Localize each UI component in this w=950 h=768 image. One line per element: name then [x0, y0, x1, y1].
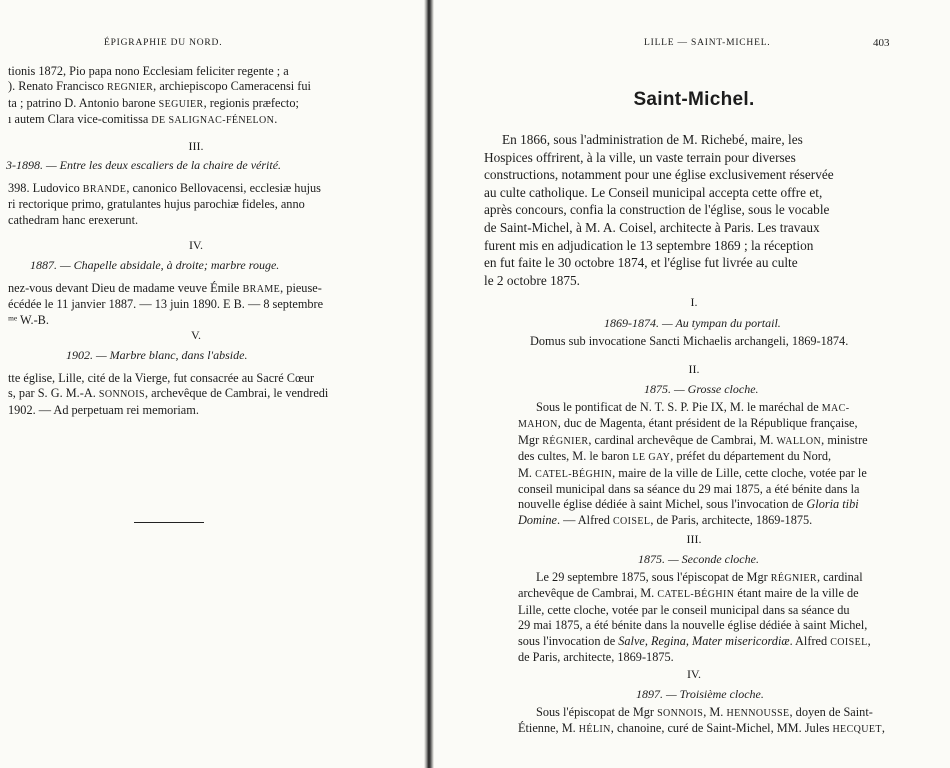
- section-body: [518, 705, 885, 738]
- section-numeral: I.: [690, 295, 698, 309]
- text-line: écédée le 11 janvier 1887. — 13 juin 1890. E B. — 8 septembre: [8, 297, 324, 312]
- text-line: MAHON, duc de Magenta, étant président de la République française,: [518, 416, 858, 431]
- text-line: Le 29 septembre 1875, sous l'épiscopat de Mgr RÉGNIER, cardinal: [536, 570, 863, 584]
- section-numeral: III.: [686, 532, 702, 546]
- left-page: [0, 0, 422, 768]
- text-line: ᵐᵉ W.-B.: [8, 312, 49, 327]
- text-line: ri rectorique primo, gratulantes hujus parochiæ fideles, anno: [8, 197, 305, 212]
- text-line: tte église, Lille, cité de la Vierge, fut consacrée au Sacré Cœur: [8, 371, 315, 385]
- right-page: [438, 0, 950, 768]
- text-line: cathedram hanc erexerunt.: [8, 212, 139, 227]
- text-line: ı autem Clara vice-comitissa DE SALIGNAC-FÉNELON.: [8, 112, 278, 127]
- section-numeral: V.: [190, 328, 202, 342]
- section-heading: 1902. — Marbre blanc, dans l'abside.: [66, 348, 248, 362]
- right-running-head: LILLE — SAINT-MICHEL.: [644, 38, 771, 48]
- text-line: En 1866, sous l'administration de M. Richebé, maire, les: [502, 132, 803, 147]
- text-line: Mgr RÉGNIER, cardinal archevêque de Cambrai, M. WALLON, ministre: [518, 432, 868, 447]
- text-line: 29 mai 1875, a été bénite dans la nouvelle église dédiée à saint Michel,: [518, 618, 868, 633]
- text-line: nouvelle église dédiée à saint Michel, sous l'invocation de Gloria tibi: [518, 497, 859, 512]
- text-line: en fut faite le 30 octobre 1874, et l'église fut livrée au culte: [484, 255, 798, 271]
- book-gutter: [424, 0, 434, 768]
- text-line: après concours, confia la construction de l'église, sous le vocable: [484, 202, 830, 218]
- text-line: ta ; patrino D. Antonio barone SEGUIER, regionis præfecto;: [8, 95, 299, 110]
- text-line: nez-vous devant Dieu de madame veuve Émile BRAME, pieuse-: [8, 281, 322, 295]
- text-line: furent mis en adjudication le 13 septembre 1869 ; la réception: [484, 237, 814, 253]
- section-heading: 1875. — Grosse cloche.: [644, 382, 759, 396]
- text-line: Domus sub invocatione Sancti Michaelis archangeli, 1869-1874.: [530, 334, 849, 348]
- text-line: conseil municipal dans sa séance du 29 mai 1875, a été bénite dans la: [518, 482, 860, 497]
- text-line: Lille, cette cloche, votée par le conseil municipal dans sa séance du: [518, 602, 850, 617]
- text-line: Sous le pontificat de N. T. S. P. Pie IX, M. le maréchal de MAC-: [536, 400, 850, 414]
- text-line: le 2 octobre 1875.: [484, 272, 581, 288]
- intro-paragraph: [484, 131, 834, 289]
- text-line: Domine. — Alfred COISEL, de Paris, architecte, 1869-1875.: [518, 512, 813, 527]
- text-line: de Paris, architecte, 1869-1875.: [518, 650, 674, 665]
- section-numeral: IV.: [188, 238, 204, 252]
- section-body: [518, 570, 871, 665]
- page-number: 403: [873, 37, 890, 49]
- section-heading: 1897. — Troisième cloche.: [636, 687, 764, 701]
- text-line: sous l'invocation de Salve, Regina, Mater misericordiæ. Alfred COISEL,: [518, 633, 871, 648]
- text-line: M. CATEL-BÉGHIN, maire de la ville de Lille, cette cloche, votée par le: [518, 465, 867, 480]
- section-heading: 1875. — Seconde cloche.: [638, 552, 759, 566]
- section-body: [518, 400, 868, 529]
- left-running-head: ÉPIGRAPHIE DU NORD.: [104, 38, 223, 48]
- section-heading: 3-1898. — Entre les deux escaliers de la chaire de vérité.: [6, 158, 282, 172]
- text-line: des cultes, M. le baron LE GAY, préfet du département du Nord,: [518, 449, 832, 464]
- text-line: de Saint-Michel, à M. A. Coisel, architecte à Paris. Les travaux: [484, 219, 820, 235]
- text-line: tionis 1872, Pio papa nono Ecclesiam feliciter regente ; a: [8, 64, 289, 78]
- text-line: 1902. — Ad perpetuam rei memoriam.: [8, 402, 199, 417]
- page-title: Saint-Michel.: [633, 89, 755, 110]
- text-line: Sous l'épiscopat de Mgr SONNOIS, M. HENNOUSSE, doyen de Saint-: [536, 705, 873, 719]
- text-line: Étienne, M. HÉLIN, chanoine, curé de Saint-Michel, MM. Jules HECQUET,: [518, 721, 885, 736]
- text-line: 398. Ludovico BRANDE, canonico Bellovacensi, ecclesiæ hujus: [8, 181, 321, 195]
- section-body: [8, 181, 321, 228]
- section-numeral: III.: [188, 139, 204, 153]
- section-body: [530, 334, 848, 349]
- inscription-continuation: [8, 64, 311, 129]
- text-line: constructions, notamment pour une église exclusivement réservée: [484, 167, 834, 183]
- section-heading: 1887. — Chapelle absidale, à droite; marbre rouge.: [30, 258, 280, 272]
- section-heading: 1869-1874. — Au tympan du portail.: [604, 316, 781, 330]
- text-line: Hospices offrirent, à la ville, un vaste terrain pour diverses: [484, 149, 796, 165]
- section-body: [8, 371, 328, 418]
- text-line: s, par S. G. M.-A. SONNOIS, archevêque de Cambrai, le vendredi: [8, 386, 329, 401]
- closing-rule: [134, 522, 204, 523]
- section-numeral: II.: [688, 362, 700, 376]
- text-line: ). Renato Francisco REGNIER, archiepiscopo Cameracensi fui: [8, 79, 311, 94]
- section-body: [8, 281, 323, 328]
- text-line: archevêque de Cambrai, M. CATEL-BÉGHIN étant maire de la ville de: [518, 586, 859, 601]
- text-line: au culte catholique. Le Conseil municipal accepta cette offre et,: [484, 184, 823, 200]
- section-numeral: IV.: [686, 667, 702, 681]
